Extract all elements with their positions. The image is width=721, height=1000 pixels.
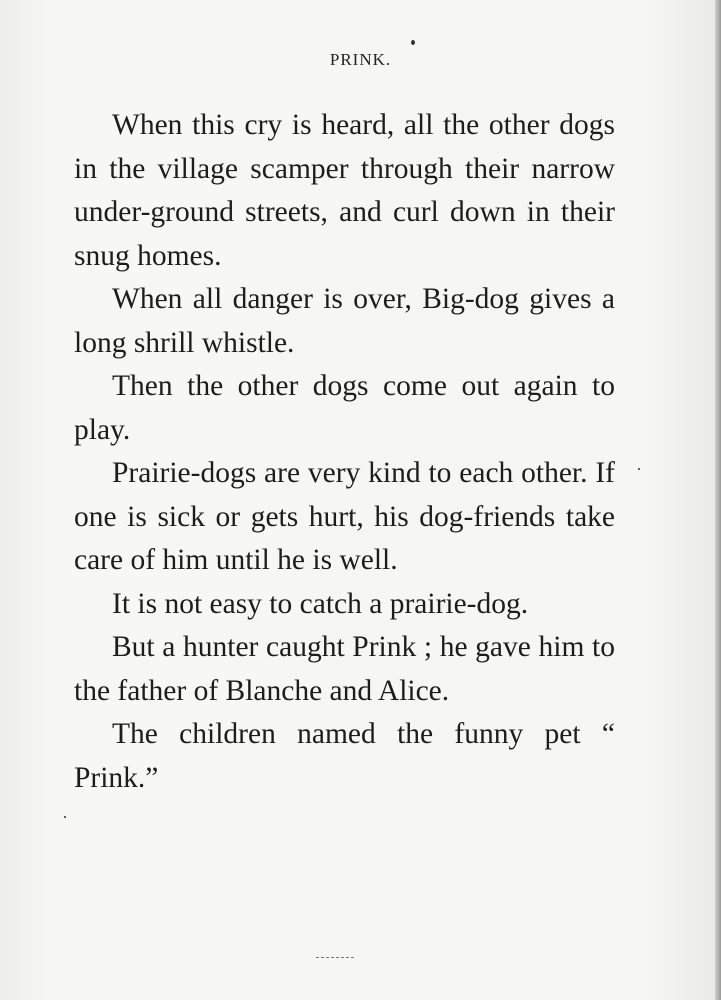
paragraph: It is not easy to catch a prairie-dog. bbox=[112, 587, 529, 620]
running-header: PRINK. bbox=[329, 50, 392, 69]
paragraph: Prairie-dogs are very kind to each other. If one is sick or gets hurt, his dog-friends take care of him until he is well. bbox=[74, 457, 615, 576]
paragraph: When this cry is heard, all the other dogs in the village scamper through their narrow under-ground streets, and curl down in their snug homes. bbox=[74, 109, 615, 272]
paragraph: Then the other dogs come out again to play. bbox=[74, 370, 615, 446]
paragraph: The children named the funny pet “ Prink.” bbox=[74, 718, 615, 794]
ink-speck bbox=[638, 468, 640, 470]
page-footer-mark bbox=[316, 957, 354, 958]
ink-speck bbox=[64, 816, 66, 818]
body-text bbox=[74, 104, 615, 800]
ink-speck bbox=[411, 40, 415, 45]
page-edge-shadow bbox=[715, 0, 721, 1000]
paragraph: When all danger is over, Big-dog gives a long shrill whistle. bbox=[74, 283, 615, 359]
paragraph: But a hunter caught Prink ; he gave him to the father of Blanche and Alice. bbox=[74, 631, 615, 707]
